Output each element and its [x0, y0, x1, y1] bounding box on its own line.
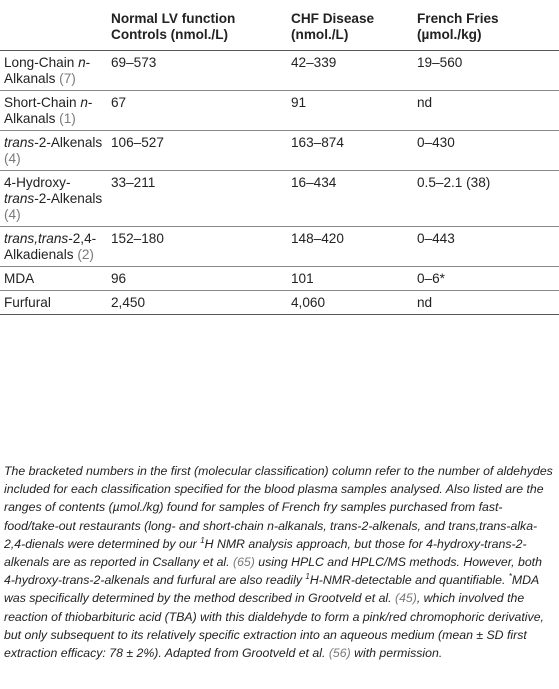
cell-french-fries: nd	[417, 295, 433, 310]
table-row	[0, 131, 559, 171]
cell-chf: 4,060	[291, 295, 326, 310]
row-label: MDA	[4, 271, 35, 286]
table-row	[0, 171, 559, 227]
row-label: trans-2-Alkenals (4)	[4, 135, 103, 166]
header-french-fries: French Fries (µmol./kg)	[413, 0, 559, 51]
cell-french-fries: 0–443	[417, 231, 455, 246]
reference-link[interactable]: (65)	[232, 555, 255, 570]
cell-controls: 152–180	[111, 231, 164, 246]
cell-chf: 91	[291, 95, 307, 110]
table-row	[0, 91, 559, 131]
cell-chf: 16–434	[291, 175, 337, 190]
reference-count: (1)	[59, 111, 76, 126]
cell-french-fries: 0.5–2.1 (38)	[417, 175, 491, 190]
cell-controls: 2,450	[111, 295, 146, 310]
header-controls: Normal LV function Controls (nmol./L)	[107, 0, 287, 51]
cell-controls: 33–211	[111, 175, 156, 190]
cell-chf: 163–874	[291, 135, 344, 150]
cell-french-fries: 19–560	[417, 55, 463, 70]
header-chf: CHF Disease (nmol./L)	[287, 0, 413, 51]
row-label: Short-Chain n-Alkanals (1)	[4, 95, 93, 126]
table-body	[0, 51, 559, 315]
cell-french-fries: nd	[417, 95, 433, 110]
table-row	[0, 267, 559, 291]
reference-link[interactable]: (45)	[394, 591, 417, 606]
data-table	[0, 0, 559, 315]
table-row	[0, 291, 559, 315]
cell-controls: 96	[111, 271, 127, 286]
reference-count: (7)	[59, 71, 76, 86]
cell-chf: 101	[291, 271, 314, 286]
cell-controls: 69–573	[111, 55, 157, 70]
cell-chf: 42–339	[291, 55, 337, 70]
cell-french-fries: 0–6*	[417, 271, 445, 286]
cell-chf: 148–420	[291, 231, 344, 246]
reference-count: (4)	[4, 207, 21, 222]
table-footnote: The bracketed numbers in the first (molecular classification) column refer to the number of aldehydes included for each classification specified for the blood plasma samples analysed. Also listed are the ranges of contents (µmol./kg) found for samples of French fry samples purchased from fast-food/take-out restaurants (long- and short-chain n-alkanals, trans-2-alkenals, and trans,trans-alka-2,4-dienals were determined by our $^1$H NMR analysis approach, but those for 4-hydroxy-trans-2-alkenals are as reported in Csallany et al. (65) using HPLC and HPLC/MS methods. However, both 4-hydroxy-trans-2-alkenals and furfural are also readily $^1$H-NMR-detectable and quantifiable. *MDA was specifically determined by the method described in Grootveld et al. (45), which involved the reaction of thiobarbituric acid (TBA) with this dialdehyde to form a pink/red chromophoric derivative, but only subsequent to its relatively specific extraction into an aqueous medium (mean ± SD first extraction efficacy: 78 ± 2%). Adapted from Grootveld et al. (56) with permission.	[4, 464, 553, 661]
cell-french-fries: 0–430	[417, 135, 455, 150]
row-label: Long-Chain n-Alkanals (7)	[4, 55, 91, 86]
row-label: Furfural	[4, 295, 51, 310]
cell-controls: 106–527	[111, 135, 164, 150]
table-row	[0, 51, 559, 91]
row-label: trans,trans-2,4-Alkadienals (2)	[4, 231, 97, 262]
reference-count: (4)	[4, 151, 21, 166]
row-label: 4-Hydroxy-trans-2-Alkenals (4)	[4, 175, 103, 222]
header-row	[0, 0, 559, 51]
cell-controls: 67	[111, 95, 127, 110]
reference-link[interactable]: (56)	[328, 646, 351, 661]
reference-count: (2)	[77, 247, 94, 262]
table-header	[0, 0, 559, 51]
table-row	[0, 227, 559, 267]
header-label-column	[0, 0, 107, 51]
